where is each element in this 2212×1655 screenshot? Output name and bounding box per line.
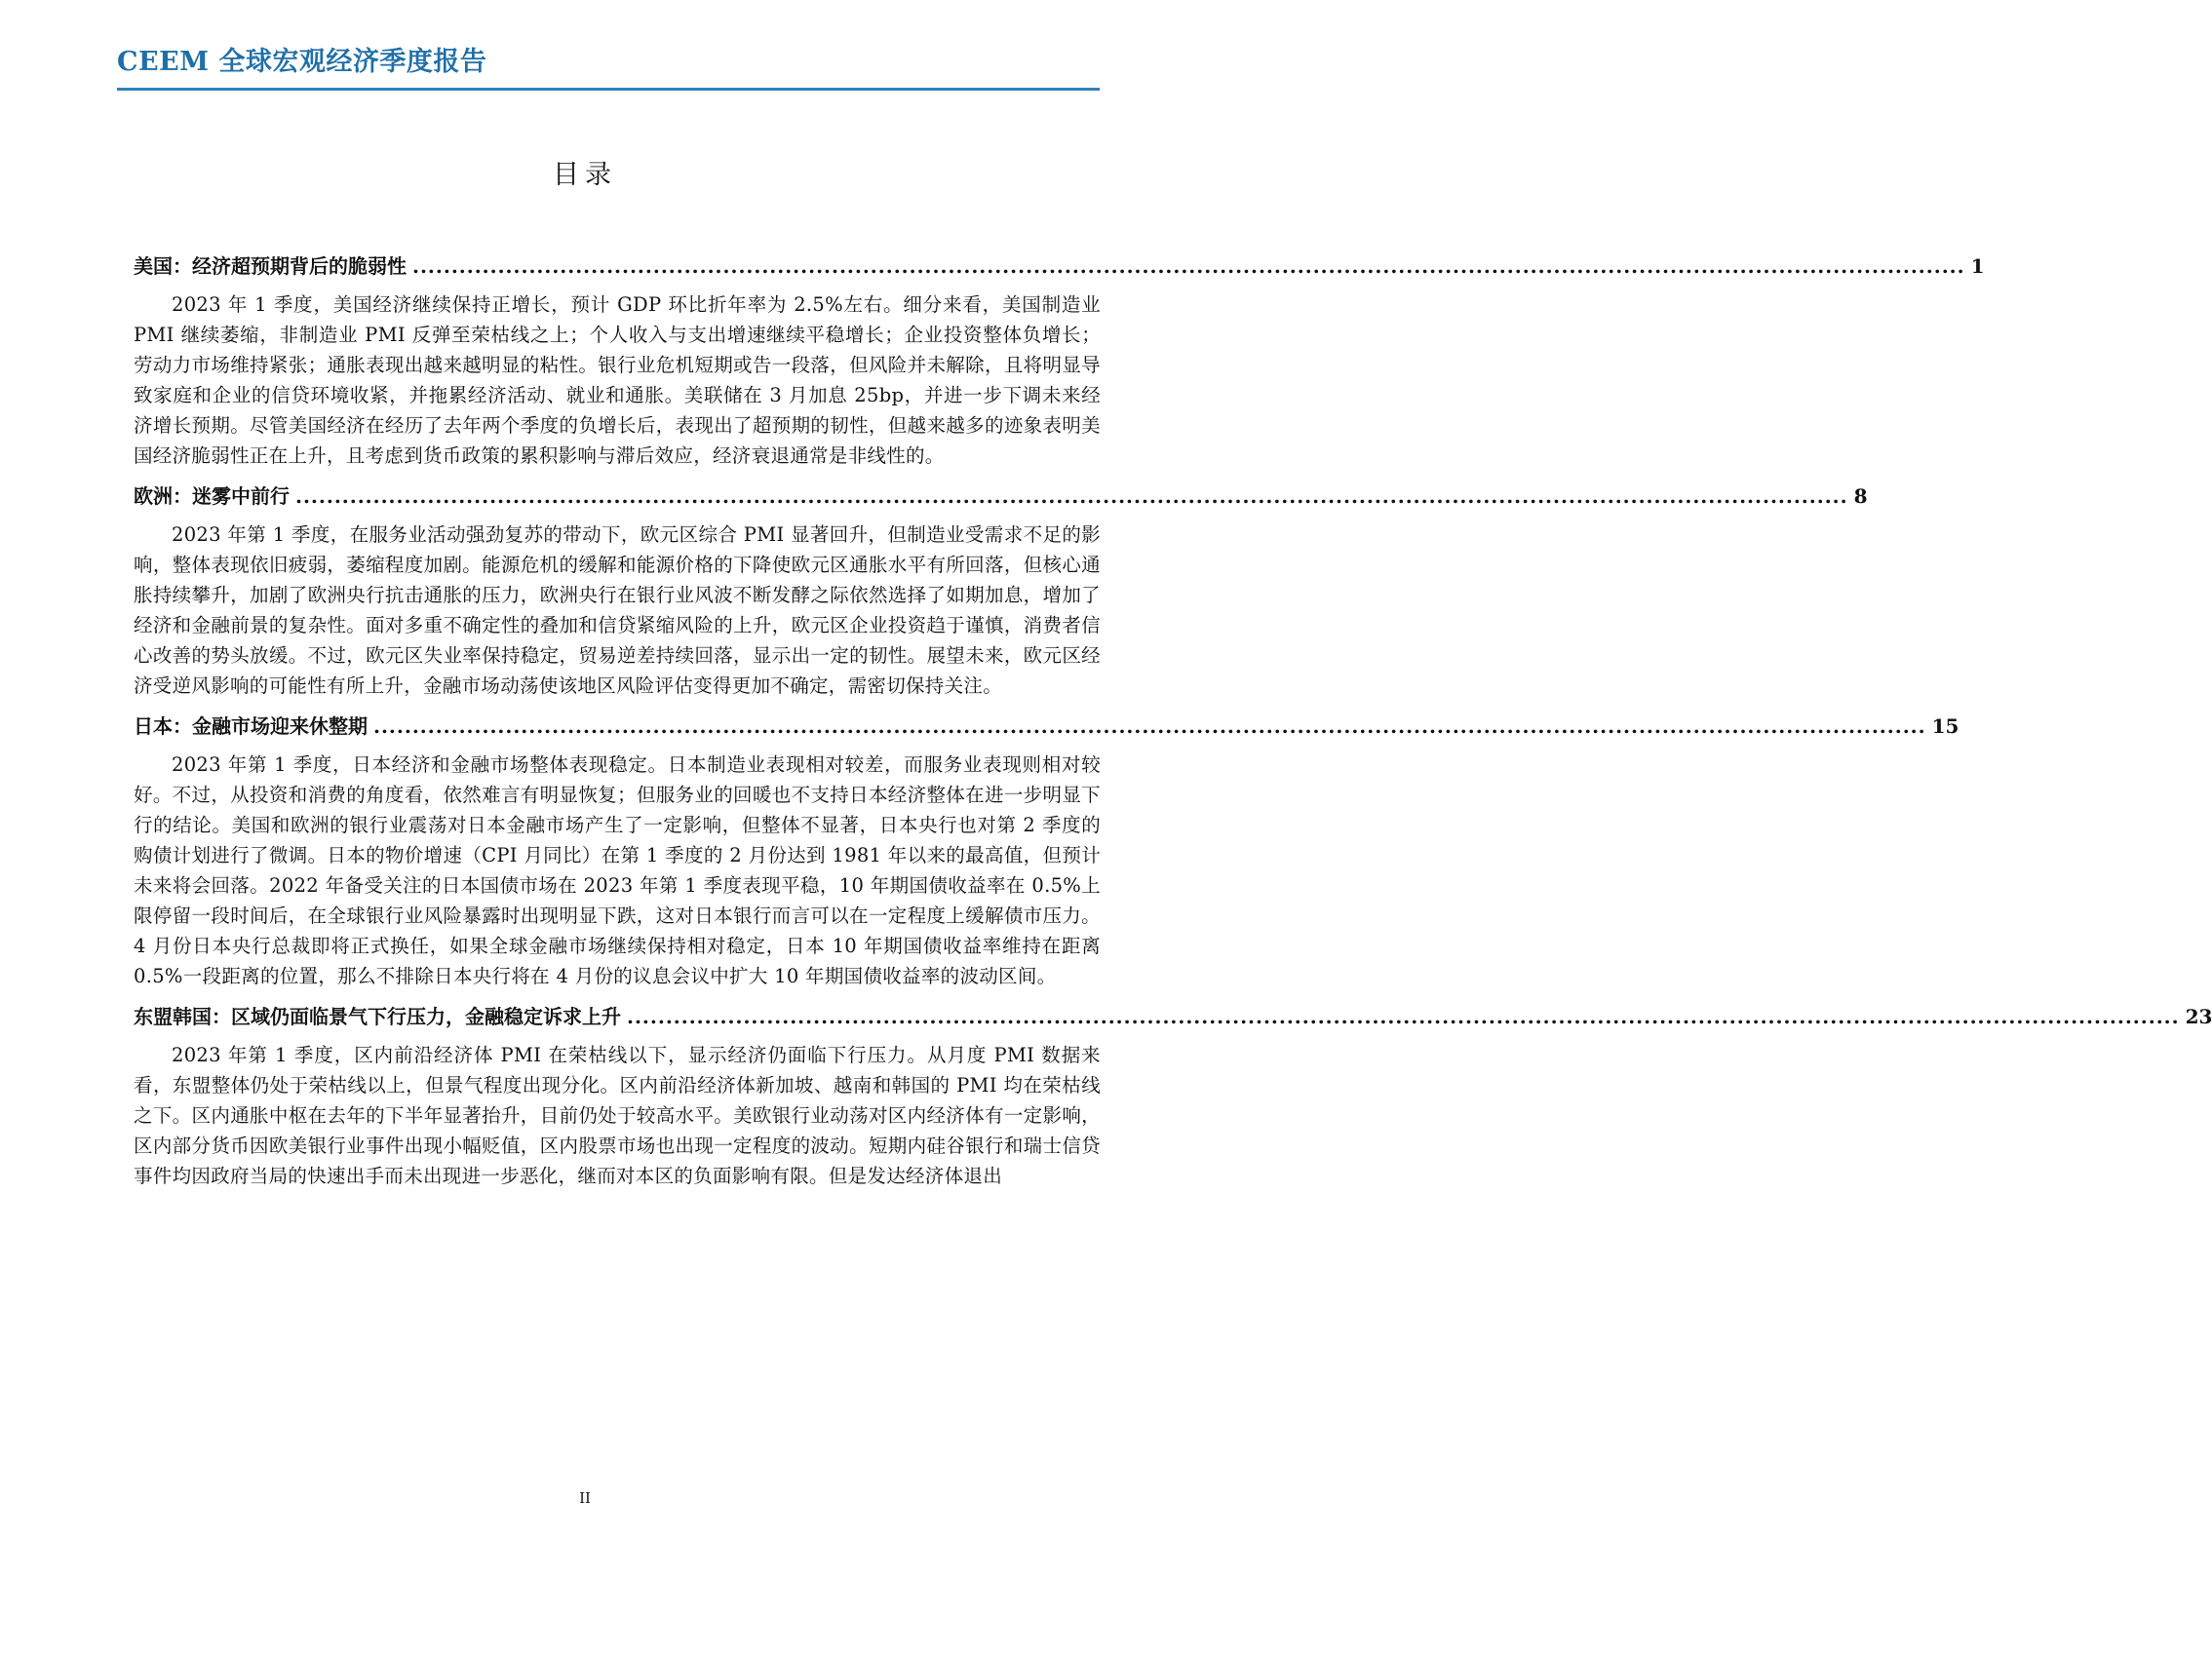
table-of-contents [134,250,2212,1201]
toc-leader-dots: ........................................................................................................................................................................................................ [295,484,1848,508]
toc-entry-europe [134,481,1868,701]
toc-entry-page[interactable]: 8 [1853,484,1868,508]
toc-entry-page[interactable]: 23 [2185,1005,2212,1028]
toc-entry-asean-korea [134,1001,2212,1191]
toc-entry-heading[interactable] [134,250,1985,282]
page-number: II [579,1489,591,1507]
toc-leader-dots: ........................................................................................................................................................................................................ [627,1005,2180,1028]
toc-entry-heading[interactable] [134,711,1960,742]
header-divider [117,88,1100,91]
toc-leader-dots: ........................................................................................................................................................................................................ [412,254,1965,278]
toc-entry-title[interactable]: 美国：经济超预期背后的脆弱性 [134,254,407,278]
toc-entry-summary: 2023 年第 1 季度，区内前沿经济体 PMI 在荣枯线以下，显示经济仍面临下行压力。从月度 PMI 数据来看，东盟整体仍处于荣枯线以上，但景气程度出现分化。区内前沿经济体新加坡、越南和韩国的 PMI 均在荣枯线之下。区内通胀中枢在去年的下半年显著抬升，目前仍处于较高水平。美欧银行业动荡对区内经济体有一定影响，区内部分货币因欧美银行业事件出现小幅贬值，区内股票市场也出现一定程度的波动。短期内硅谷银行和瑞士信贷事件均因政府当局的快速出手而未出现进一步恶化，继而对本区的负面影响有限。但是发达经济体退出 [134,1044,1101,1187]
toc-entry-heading[interactable] [134,1001,2212,1032]
toc-entry-title[interactable]: 东盟韩国：区域仍面临景气下行压力，金融稳定诉求上升 [134,1005,621,1028]
toc-entry-summary: 2023 年第 1 季度，在服务业活动强劲复苏的带动下，欧元区综合 PMI 显著回升，但制造业受需求不足的影响，整体表现依旧疲弱，萎缩程度加剧。能源危机的缓解和能源价格的下降使欧元区通胀水平有所回落，但核心通胀持续攀升，加剧了欧洲央行抗击通胀的压力，欧洲央行在银行业风波不断发酵之际依然选择了如期加息，增加了经济和金融前景的复杂性。面对多重不确定性的叠加和信贷紧缩风险的上升，欧元区企业投资趋于谨慎，消费者信心改善的势头放缓。不过，欧元区失业率保持稳定，贸易逆差持续回落，显示出一定的韧性。展望未来，欧元区经济受逆风影响的可能性有所上升，金融市场动荡使该地区风险评估变得更加不确定，需密切保持关注。 [134,523,1101,697]
toc-entry-page[interactable]: 15 [1931,714,1960,738]
toc-entry-heading[interactable] [134,481,1868,512]
toc-entry-japan [134,711,1960,991]
toc-entry-page[interactable]: 1 [1970,254,1985,278]
toc-leader-dots: ........................................................................................................................................................................................................ [373,714,1926,738]
toc-entry-summary: 2023 年 1 季度，美国经济继续保持正增长，预计 GDP 环比折年率为 2.5%左右。细分来看，美国制造业 PMI 继续萎缩，非制造业 PMI 反弹至荣枯线之上；个人收入与支出增速继续平稳增长；企业投资整体负增长；劳动力市场维持紧张；通胀表现出越来越明显的粘性。银行业危机短期或告一段落，但风险并未解除，且将明显导致家庭和企业的信贷环境收紧，并拖累经济活动、就业和通胀。美联储在 3 月加息 25bp，并进一步下调未来经济增长预期。尽管美国经济在经历了去年两个季度的负增长后，表现出了超预期的韧性，但越来越多的迹象表明美国经济脆弱性正在上升，且考虑到货币政策的累积影响与滞后效应，经济衰退通常是非线性的。 [134,293,1101,467]
toc-entry-title[interactable]: 欧洲：迷雾中前行 [134,484,290,508]
toc-entry-usa [134,250,1985,471]
report-title: CEEM 全球宏观经济季度报告 [117,47,487,77]
page-header [117,43,1100,91]
toc-title: 目录 [553,160,617,190]
toc-entry-summary: 2023 年第 1 季度，日本经济和金融市场整体表现稳定。日本制造业表现相对较差，而服务业表现则相对较好。不过，从投资和消费的角度看，依然难言有明显恢复；但服务业的回暖也不支持日本经济整体在进一步明显下行的结论。美国和欧洲的银行业震荡对日本金融市场产生了一定影响，但整体不显著，日本央行也对第 2 季度的购债计划进行了微调。日本的物价增速（CPI 月同比）在第 1 季度的 2 月份达到 1981 年以来的最高值，但预计未来将会回落。2022 年备受关注的日本国债市场在 2023 年第 1 季度表现平稳，10 年期国债收益率在 0.5%上限停留一段时间后，在全球银行业风险暴露时出现明显下跌，这对日本银行而言可以在一定程度上缓解债市压力。4 月份日本央行总裁即将正式换任，如果全球金融市场继续保持相对稳定，日本 10 年期国债收益率维持在距离 0.5%一段距离的位置，那么不排除日本央行将在 4 月份的议息会议中扩大 10 年期国债收益率的波动区间。 [134,753,1101,987]
toc-entry-title[interactable]: 日本：金融市场迎来休整期 [134,714,368,738]
